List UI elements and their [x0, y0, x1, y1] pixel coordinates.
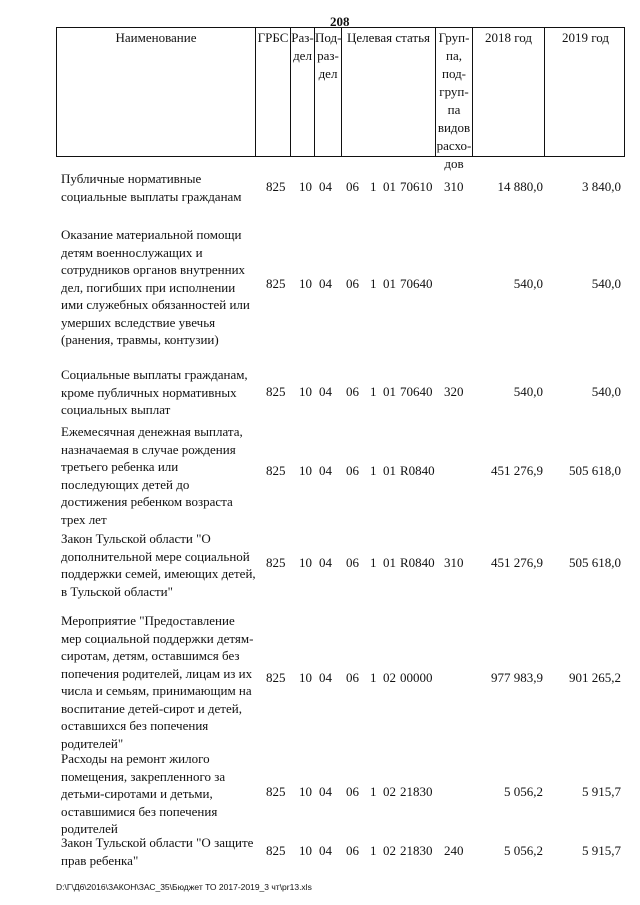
- table-row: [56, 612, 625, 751]
- row-2018: 540,0: [513, 384, 543, 399]
- header-2018: 2018 год: [473, 28, 545, 156]
- row-name: Ежемесячная денежная выплата, назначаемая в случае рождения третьего ребенка или последующих детей до достижения ребенком возраста трех лет: [61, 424, 243, 527]
- header-razdel: Раз- дел: [291, 28, 315, 156]
- row-2018: 451 276,9: [491, 555, 543, 570]
- header-podrazdel: Под- раз- дел: [315, 28, 342, 156]
- table-row: [56, 366, 625, 418]
- row-target-sub: 1: [370, 843, 377, 858]
- row-target-program: 06: [346, 276, 359, 291]
- row-2018: 977 983,9: [491, 670, 543, 685]
- row-target-sub: 1: [370, 784, 377, 799]
- row-podrazdel: 04: [319, 276, 332, 291]
- row-2019: 540,0: [591, 276, 621, 291]
- row-razdel: 10: [299, 276, 312, 291]
- row-target-code: 70610: [400, 179, 433, 194]
- row-2019: 505 618,0: [569, 555, 621, 570]
- row-target-sub: 1: [370, 670, 377, 685]
- row-2019: 5 915,7: [582, 784, 621, 799]
- page-number: 208: [330, 14, 350, 29]
- row-razdel: 10: [299, 463, 312, 478]
- row-grbs: 825: [266, 843, 286, 858]
- row-name: Мероприятие "Предоставление мер социальной поддержки детям-сиротам, детям, оставшимся без попечения родителей, лицам из их числа и семьям, принимающим на воспитание детей-сирот и детей, оставшихся без попечения родителей": [61, 613, 254, 751]
- row-target-code: 70640: [400, 384, 433, 399]
- row-name: Расходы на ремонт жилого помещения, закрепленного за детьми-сиротами и детьми, оставшимися без попечения родителей: [61, 751, 226, 836]
- row-2019: 5 915,7: [582, 843, 621, 858]
- row-razdel: 10: [299, 784, 312, 799]
- row-2018: 5 056,2: [504, 843, 543, 858]
- header-2019: 2019 год: [562, 30, 609, 45]
- row-group: 310: [444, 179, 464, 194]
- row-grbs: 825: [266, 670, 286, 685]
- row-podrazdel: 04: [319, 843, 332, 858]
- header-grbs: ГРБС: [256, 28, 291, 156]
- row-target-event: 01: [383, 276, 396, 291]
- table-row: [56, 750, 625, 835]
- table-row: [56, 170, 625, 205]
- header-name: Наименование: [57, 28, 256, 156]
- row-group: 310: [444, 555, 464, 570]
- row-target-code: R0840: [400, 463, 435, 478]
- row-2019: 505 618,0: [569, 463, 621, 478]
- row-grbs: 825: [266, 784, 286, 799]
- row-2018: 5 056,2: [504, 784, 543, 799]
- row-target-event: 01: [383, 384, 396, 399]
- row-target-event: 01: [383, 555, 396, 570]
- table-row: [56, 530, 625, 600]
- row-grbs: 825: [266, 555, 286, 570]
- row-razdel: 10: [299, 843, 312, 858]
- row-2019: 901 265,2: [569, 670, 621, 685]
- row-target-event: 02: [383, 843, 396, 858]
- row-podrazdel: 04: [319, 463, 332, 478]
- row-target-program: 06: [346, 843, 359, 858]
- row-grbs: 825: [266, 384, 286, 399]
- row-name: Закон Тульской области "О защите прав ребенка": [61, 835, 254, 868]
- row-target-sub: 1: [370, 555, 377, 570]
- row-razdel: 10: [299, 384, 312, 399]
- row-podrazdel: 04: [319, 555, 332, 570]
- row-target-sub: 1: [370, 179, 377, 194]
- row-razdel: 10: [299, 555, 312, 570]
- table-row: [56, 423, 625, 528]
- row-target-code: 21830: [400, 843, 433, 858]
- row-podrazdel: 04: [319, 670, 332, 685]
- row-target-code: 21830: [400, 784, 433, 799]
- row-target-sub: 1: [370, 384, 377, 399]
- row-podrazdel: 04: [319, 784, 332, 799]
- row-name: Закон Тульской области "О дополнительной мере социальной поддержки семей, имеющих детей, в Тульской области": [61, 531, 256, 599]
- table-row: [56, 226, 625, 346]
- row-2019: 3 840,0: [582, 179, 621, 194]
- row-grbs: 825: [266, 179, 286, 194]
- header-group: Груп- па, под- груп- па видов расхо- дов: [436, 30, 472, 171]
- row-target-sub: 1: [370, 276, 377, 291]
- row-podrazdel: 04: [319, 179, 332, 194]
- row-target-program: 06: [346, 555, 359, 570]
- row-group: 240: [444, 843, 464, 858]
- row-target-code: 70640: [400, 276, 433, 291]
- row-2018: 540,0: [513, 276, 543, 291]
- table-header: [56, 27, 625, 171]
- file-path-footer: D:\Г\Д6\2016\ЗАКОН\ЗАС_35\Бюджет ТО 2017-2019_3 чт\pr13.xls: [56, 882, 312, 892]
- row-grbs: 825: [266, 276, 286, 291]
- row-target-program: 06: [346, 670, 359, 685]
- row-target-code: 00000: [400, 670, 433, 685]
- row-podrazdel: 04: [319, 384, 332, 399]
- row-target-program: 06: [346, 384, 359, 399]
- table-row: [56, 834, 625, 870]
- row-2018: 14 880,0: [497, 179, 543, 194]
- row-target-event: 02: [383, 784, 396, 799]
- row-target-event: 02: [383, 670, 396, 685]
- row-razdel: 10: [299, 670, 312, 685]
- row-name: Оказание материальной помощи детям военнослужащих и сотрудников органов внутренних дел, погибших при исполнении ими служебных обязанностей или умерших вследствие увечья (ранения, травмы, контузии): [61, 227, 250, 347]
- row-target-program: 06: [346, 784, 359, 799]
- row-razdel: 10: [299, 179, 312, 194]
- row-group: 320: [444, 384, 464, 399]
- row-target-code: R0840: [400, 555, 435, 570]
- row-name: Публичные нормативные социальные выплаты гражданам: [61, 171, 242, 204]
- row-target-program: 06: [346, 463, 359, 478]
- row-target-sub: 1: [370, 463, 377, 478]
- row-target-event: 01: [383, 179, 396, 194]
- row-2019: 540,0: [591, 384, 621, 399]
- row-target-event: 01: [383, 463, 396, 478]
- row-name: Социальные выплаты гражданам, кроме публичных нормативных социальных выплат: [61, 367, 248, 417]
- row-2018: 451 276,9: [491, 463, 543, 478]
- header-target: Целевая статья: [342, 28, 436, 156]
- row-target-program: 06: [346, 179, 359, 194]
- row-grbs: 825: [266, 463, 286, 478]
